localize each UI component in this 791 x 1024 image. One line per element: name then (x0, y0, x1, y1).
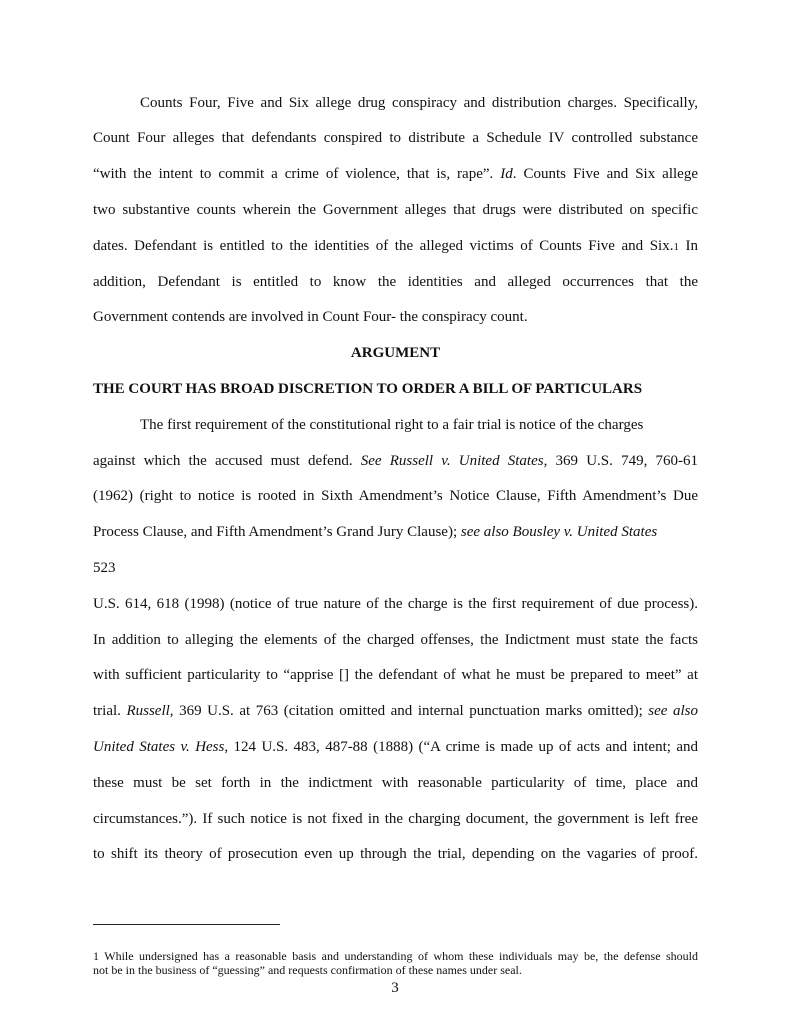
para2-line-6: U.S. 614, 618 (1998) (notice of true nature of the charge is the first requirement of due process). (93, 596, 698, 612)
citation-signal: see also (648, 703, 698, 719)
para2-line-2 (93, 452, 698, 470)
para2-line-3: (1962) (right to notice is rooted in Sixth Amendment’s Notice Clause, Fifth Amendment’s Due (93, 488, 698, 504)
para1-line-6: addition, Defendant is entitled to know the identities and alleged occurrences that the (93, 274, 698, 290)
citation-id: Id (500, 166, 513, 182)
citation-hess: United States v. Hess (93, 739, 225, 755)
heading-argument: ARGUMENT (350, 345, 441, 361)
heading-section: THE COURT HAS BROAD DISCRETION TO ORDER A BILL OF PARTICULARS (93, 381, 643, 397)
para2-line-9 (93, 702, 698, 720)
para2-line-10 (93, 738, 698, 756)
text-span: In (678, 238, 698, 254)
para2-line-1: The first requirement of the constitutional right to a fair trial is notice of the charges (140, 417, 644, 433)
text-span: , 369 U.S. 749, 760-61 (543, 453, 698, 469)
para1-line-4: two substantive counts wherein the Government alleges that drugs were distributed on specific (93, 202, 698, 218)
text-span: , 369 U.S. at 763 (citation omitted and internal punctuation marks omitted); (169, 703, 649, 719)
text-span: Process Clause, and Fifth Amendment’s Grand Jury Clause); (93, 524, 461, 540)
text-span: “with the intent to commit a crime of violence, that is, rape”. (93, 166, 501, 182)
page-number: 3 (391, 980, 399, 996)
text-span: trial. (93, 703, 127, 719)
footnote-separator (93, 924, 280, 925)
citation-russell-short: Russell (126, 703, 170, 719)
footnote-ref: 1 (673, 241, 679, 253)
para1-line-1: Counts Four, Five and Six allege drug conspiracy and distribution charges. Specifically, (140, 95, 698, 111)
para2-line-7: In addition to alleging the elements of the charged offenses, the Indictment must state the facts (93, 632, 698, 648)
para2-line-13: to shift its theory of prosecution even up through the trial, depending on the vagaries of proof. (93, 846, 698, 862)
para2-line-8: with sufficient particularity to “apprise [] the defendant of what he must be prepared to meet” at (93, 667, 698, 683)
text-span: . Counts Five and Six allege (512, 166, 698, 182)
para1-line-7: Government contends are involved in Count Four- the conspiracy count. (93, 309, 528, 325)
footnote-line-2: not be in the business of “guessing” and requests confirmation of these names under seal. (93, 963, 522, 977)
para2-line-11: these must be set forth in the indictment with reasonable particularity of time, place and (93, 775, 698, 791)
para2-line-5: 523 (93, 560, 116, 576)
text-span: , 124 U.S. 483, 487-88 (1888) (“A crime is made up of acts and intent; and (224, 739, 698, 755)
para2-line-4 (93, 523, 698, 541)
citation-bousley: see also Bousley v. United States (460, 524, 658, 540)
para1-line-5 (93, 237, 698, 256)
text-span: dates. Defendant is entitled to the identities of the alleged victims of Counts Five and Six. (93, 238, 674, 254)
citation-russell: See Russell v. United States (360, 453, 544, 469)
para1-line-2: Count Four alleges that defendants conspired to distribute a Schedule IV controlled substance (93, 130, 698, 146)
text-span: against which the accused must defend. (93, 453, 361, 469)
footnote-line-1: 1 While undersigned has a reasonable basis and understanding of whom these individuals may be, the defense should (93, 949, 698, 963)
para1-line-3 (93, 165, 698, 183)
para2-line-12: circumstances.”). If such notice is not fixed in the charging document, the government is left free (93, 811, 698, 827)
